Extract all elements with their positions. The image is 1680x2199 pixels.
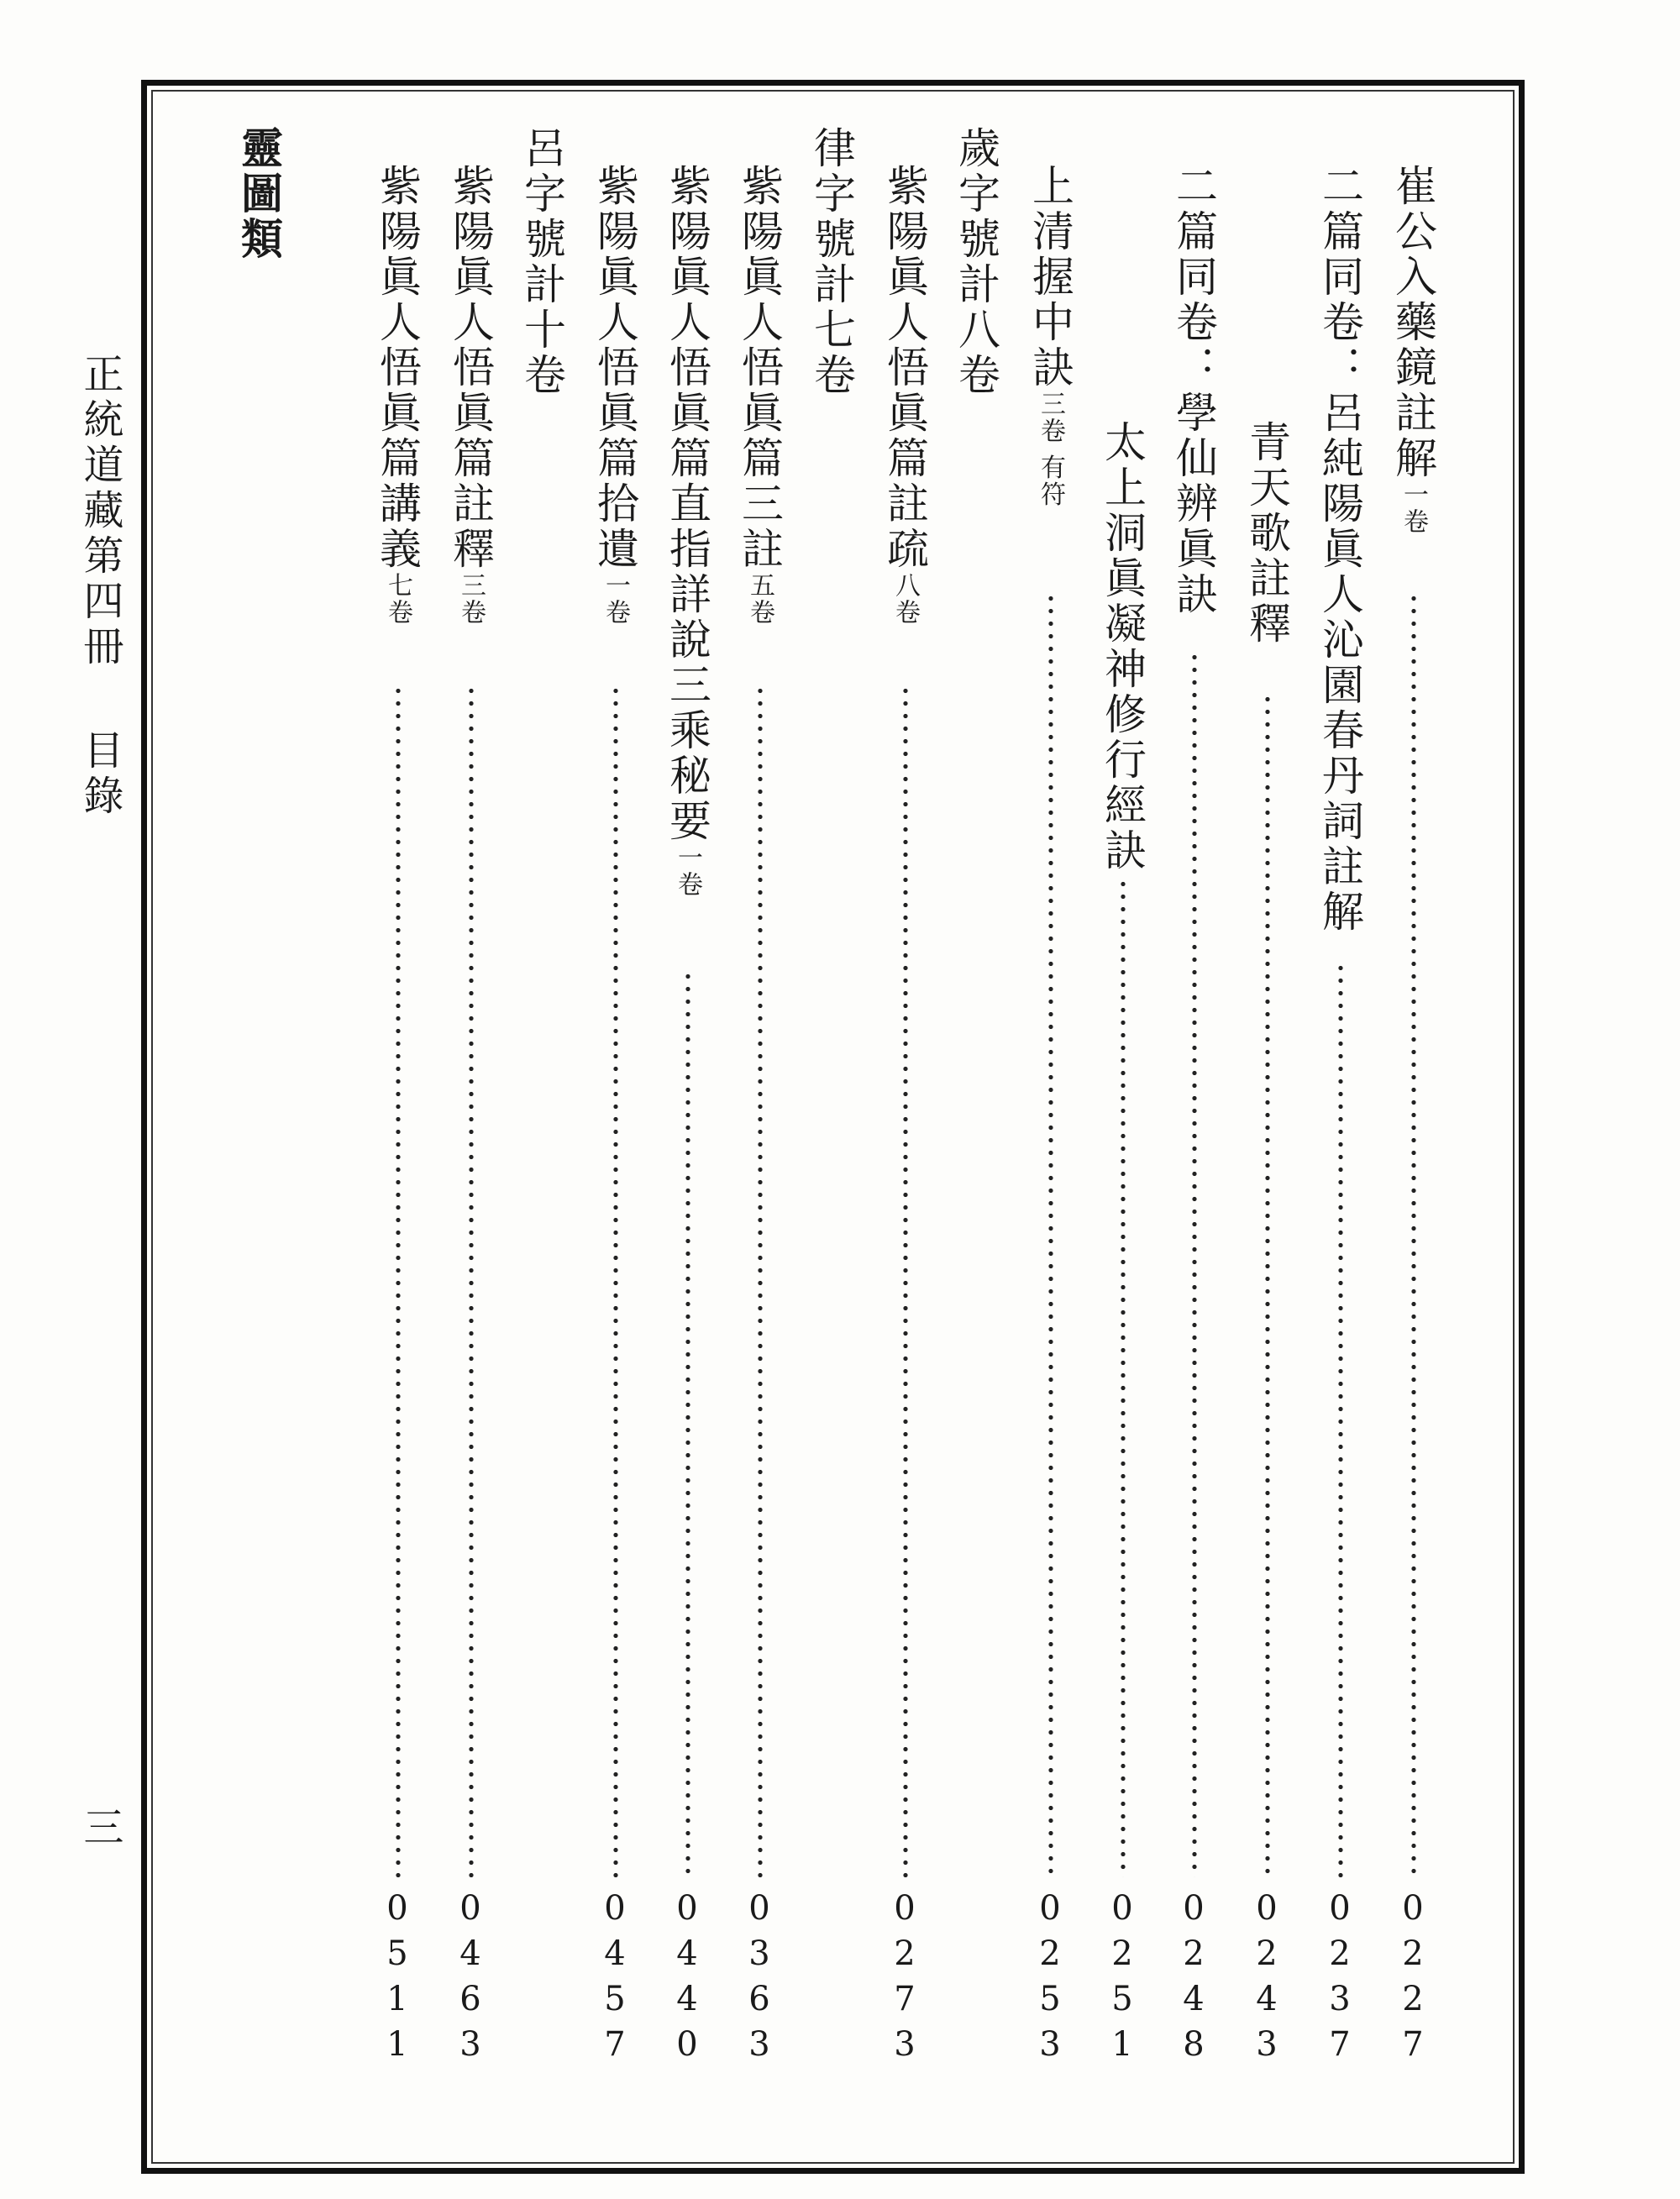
page-digit: 0: [386, 1889, 408, 1928]
page-digit: 8: [1183, 2025, 1205, 2064]
page-ref-value: [445, 1886, 496, 2067]
page-ref: [734, 1886, 785, 2067]
entry-title: 二篇同卷：呂純陽眞人沁園春丹詞註解: [1315, 164, 1364, 935]
page-digit: 5: [1039, 1980, 1061, 2018]
page-digit: 2: [1183, 1934, 1205, 1973]
page-digit: 7: [1329, 2025, 1351, 2064]
entry-note: 一卷: [673, 844, 702, 898]
page-digit: 4: [604, 1934, 626, 1973]
page-ref: [1025, 1886, 1075, 2067]
dot-leader: [758, 685, 763, 1877]
entry-note: 三卷 有符: [1036, 391, 1065, 508]
entry-title: 太上洞眞凝神修行經訣: [1098, 420, 1147, 874]
page-digit: 4: [1183, 1980, 1205, 2018]
heading-text: 律字號計七卷: [807, 126, 856, 398]
volume-title: 正統道藏第四冊: [76, 353, 123, 670]
page-digit: 3: [748, 2025, 770, 2064]
section-title: 目錄: [76, 729, 123, 820]
page-ref-value: [734, 1886, 785, 2067]
page-ref: [662, 1886, 712, 2067]
page-ref: [590, 1886, 640, 2067]
page-digit: 6: [459, 1980, 481, 2018]
entry-title: 崔公入藥鏡註解: [1389, 164, 1437, 481]
entry-title: 紫陽眞人悟眞篇三註: [735, 164, 784, 572]
entry-title: 紫陽眞人悟眞篇註疏: [880, 164, 929, 572]
running-head: [71, 353, 129, 820]
section-heading: [806, 126, 857, 398]
category-heading: [234, 126, 284, 262]
entry-note: 一卷: [601, 572, 630, 626]
page-digit: 3: [1039, 2025, 1061, 2064]
toc-entry: [445, 164, 496, 626]
toc-entry: [590, 164, 640, 626]
page-digit: 4: [459, 1934, 481, 1973]
page-digit: 2: [1256, 1934, 1278, 1973]
toc-entry: [1388, 164, 1438, 535]
heading-text: 歲字號計八卷: [952, 126, 1000, 398]
toc-entry: [1025, 164, 1075, 508]
page-digit: 4: [676, 1980, 698, 2018]
page-ref: [1388, 1886, 1438, 2067]
page-digit: 0: [604, 1889, 626, 1928]
toc-entry: [879, 164, 930, 626]
page-digit: 2: [1329, 1934, 1351, 1973]
page-digit: 5: [1111, 1980, 1133, 2018]
page-ref-value: [1242, 1886, 1292, 2067]
page-digit: 0: [1402, 1889, 1424, 1928]
page-ref-value: [372, 1886, 423, 2067]
page-ref: [445, 1886, 496, 2067]
entry-title: 紫陽眞人悟眞篇註釋: [446, 164, 495, 572]
page-digit: 0: [676, 1889, 698, 1928]
toc-entry: [1315, 164, 1365, 935]
page-digit: 0: [894, 1889, 916, 1928]
page-digit: 3: [894, 2025, 916, 2064]
toc-entry: [734, 164, 785, 626]
page-digit: 7: [1402, 2025, 1424, 2064]
page-ref-value: [1097, 1886, 1147, 2067]
page-digit: 2: [1402, 1980, 1424, 2018]
dot-leader: [613, 685, 618, 1877]
page-digit: 7: [894, 1980, 916, 2018]
page-ref-value: [1315, 1886, 1365, 2067]
page-digit: 2: [1402, 1934, 1424, 1973]
page-digit: 2: [894, 1934, 916, 1973]
page-ref-value: [1025, 1886, 1075, 2067]
dot-leader: [1338, 962, 1343, 1877]
section-heading: [517, 126, 567, 398]
page-digit: 3: [459, 2025, 481, 2064]
page-digit: 0: [1183, 1889, 1205, 1928]
page-digit: 0: [1256, 1889, 1278, 1928]
page-ref: [879, 1886, 930, 2067]
page-digit: 3: [1256, 2025, 1278, 2064]
toc-entry: [1097, 420, 1147, 874]
page-digit: 4: [676, 1934, 698, 1973]
page-digit: 5: [386, 1934, 408, 1973]
dot-leader: [1192, 651, 1197, 1877]
toc-entry: [1168, 164, 1219, 617]
entry-note: 八卷: [890, 572, 920, 626]
dot-leader: [1048, 592, 1053, 1877]
dot-leader: [469, 685, 474, 1877]
page-digit: 0: [1039, 1889, 1061, 1928]
page-digit: 0: [1329, 1889, 1351, 1928]
toc-entry: [1242, 420, 1292, 647]
toc-entry: [372, 164, 423, 626]
page-ref-value: [1388, 1886, 1438, 2067]
entry-note: 三卷: [456, 572, 486, 626]
entry-title: 紫陽眞人悟眞篇講義: [373, 164, 422, 572]
entry-note: 七卷: [383, 572, 412, 626]
page-digit: 0: [1111, 1889, 1133, 1928]
page-ref: [1242, 1886, 1292, 2067]
page-digit: 0: [748, 1889, 770, 1928]
page-ref: [1168, 1886, 1219, 2067]
page-ref: [1097, 1886, 1147, 2067]
entry-title: 青天歌註釋: [1242, 420, 1291, 647]
section-heading: [951, 126, 1001, 398]
entry-title: 上清握中訣: [1026, 164, 1074, 391]
entry-note: 五卷: [745, 572, 774, 626]
page-digit: 0: [459, 1889, 481, 1928]
dot-leader: [1411, 592, 1416, 1877]
page-digit: 4: [1256, 1980, 1278, 2018]
page-digit: 0: [676, 2025, 698, 2064]
page-digit: 1: [386, 1980, 408, 2018]
page-border-inner: [151, 90, 1515, 2164]
category-heading-text: 靈圖類: [234, 126, 284, 262]
page-digit: 6: [748, 1980, 770, 2018]
page-digit: 2: [1111, 1934, 1133, 1973]
page-ref-value: [879, 1886, 930, 2067]
page-digit: 7: [604, 2025, 626, 2064]
dot-leader: [1265, 693, 1270, 1877]
entry-title: 二篇同卷：學仙辨眞訣: [1169, 164, 1218, 617]
page-digit: 3: [1329, 1980, 1351, 2018]
dot-leader: [903, 685, 908, 1877]
page-number: 三: [76, 1806, 123, 1846]
toc-entry: [662, 164, 712, 898]
page-digit: 2: [1039, 1934, 1061, 1973]
page-digit: 5: [604, 1980, 626, 2018]
dot-leader: [1121, 878, 1126, 1877]
page-digit: 3: [748, 1934, 770, 1973]
dot-leader: [396, 685, 401, 1877]
page-ref-value: [590, 1886, 640, 2067]
page-ref-value: [662, 1886, 712, 2067]
entry-title: 紫陽眞人悟眞篇拾遺: [591, 164, 639, 572]
page-ref: [1315, 1886, 1365, 2067]
entry-note: 一卷: [1399, 481, 1428, 535]
heading-text: 呂字號計十卷: [517, 126, 566, 398]
page-ref: [372, 1886, 423, 2067]
entry-title: 紫陽眞人悟眞篇直指詳說三乘秘要: [663, 164, 711, 844]
page-digit: 1: [1111, 2025, 1133, 2064]
page-ref-value: [1168, 1886, 1219, 2067]
page-digit: 1: [386, 2025, 408, 2064]
dot-leader: [685, 970, 690, 1877]
